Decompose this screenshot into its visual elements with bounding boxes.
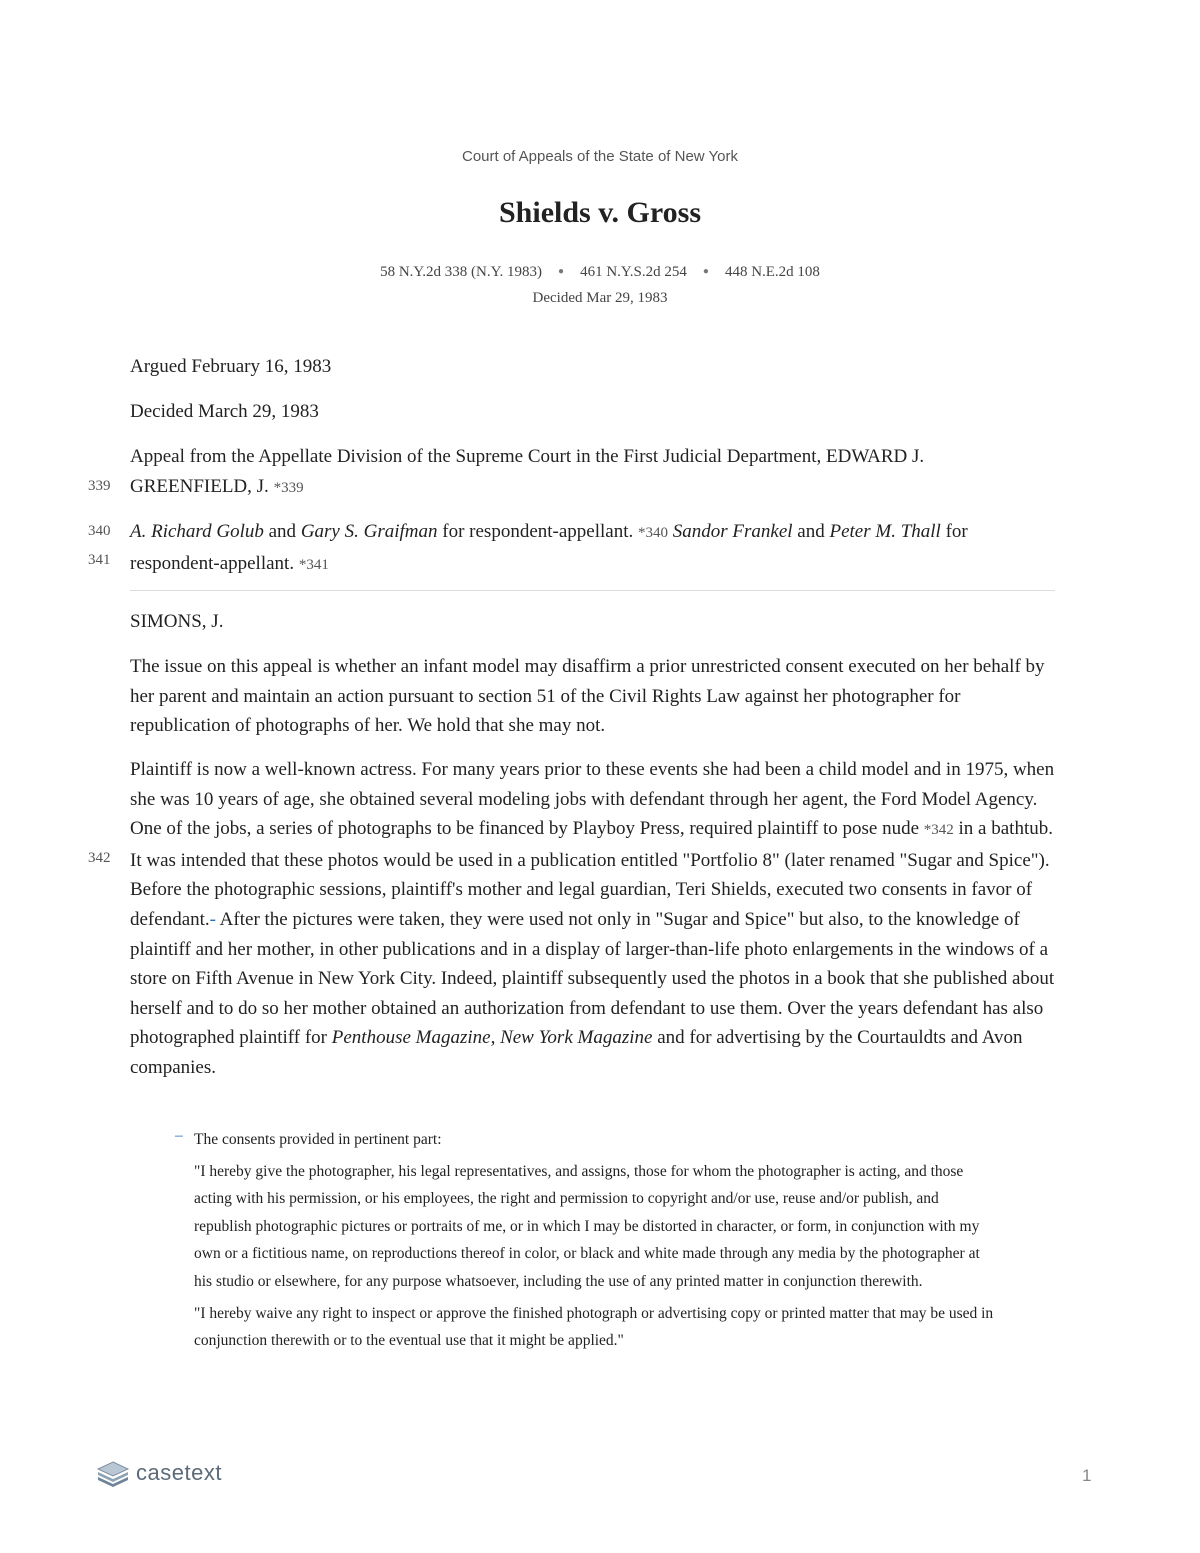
counsel-role: for <box>940 521 968 542</box>
appeal-line-2 <box>130 472 1060 504</box>
footnote-intro: The consents provided in pertinent part: <box>194 1131 442 1148</box>
section-divider <box>130 590 1055 591</box>
counsel-paragraph <box>130 517 1060 580</box>
page-number: 1 <box>1082 1466 1092 1485</box>
appeal-paragraph <box>130 442 1060 503</box>
judge-name: SIMONS, J. <box>130 611 224 632</box>
star-page-340: *340 <box>638 525 668 541</box>
page-number-339: 339 <box>88 478 111 494</box>
page-number-341: 341 <box>88 552 111 568</box>
page-number-342: 342 <box>88 850 111 866</box>
counsel-name: A. Richard Golub <box>130 521 264 542</box>
paragraph-text: Plaintiff is now a well-known actress. For many years prior to these events she had been a child model and in 1975, when she was 10 years of age, she obtained several modeling jobs with defendant through her agent, the Ford Model Agency. One of the jobs, a series of photographs to be financed by Playboy Press, required plaintiff to pose nude <box>130 759 1055 840</box>
publication-names: Penthouse Magazine, New York Magazine <box>331 1027 653 1049</box>
citation-2: 461 N.Y.S.2d 254 <box>580 264 687 280</box>
citation-1: 58 N.Y.2d 338 (N.Y. 1983) <box>380 264 543 280</box>
citation-3: 448 N.E.2d 108 <box>724 264 820 280</box>
decided-line: Decided March 29, 1983 <box>130 401 319 422</box>
case-title: Shields v. Gross <box>498 196 702 229</box>
counsel-role: respondent-appellant. <box>130 552 299 574</box>
logo-text: casetext <box>136 1460 222 1485</box>
counsel-line-2 <box>130 549 1060 581</box>
separator-dot-icon: ● <box>558 266 565 277</box>
paragraph-text: and for advertising by the Courtauldts and Avon companies. <box>130 1027 1023 1078</box>
appeal-line-1: Appeal from the Appellate Division of the Supreme Court in the First Judicial Department, EDWARD J. <box>130 446 925 467</box>
counsel-and: and <box>263 521 301 542</box>
counsel-line-1 <box>130 517 1060 549</box>
opinion-paragraph-1: The issue on this appeal is whether an infant model may disaffirm a prior unrestricted consent executed on her behalf by her parent and maintain an action pursuant to section 51 of the Civil Rights Law against her photographer for republication of photographs of her. We hold that she may not. <box>130 656 1045 737</box>
citations <box>0 264 1200 281</box>
star-page-342: *342 <box>923 822 954 839</box>
court-name: Court of Appeals of the State of New York <box>461 148 738 165</box>
footnote-quote-2: "I hereby waive any right to inspect or approve the finished photograph or advertising copy or printed matter that may be used in conjunction therewith or to the eventual use that it might be applied." <box>194 1304 994 1350</box>
separator-dot-icon: ● <box>702 266 709 277</box>
counsel-role: for respondent-appellant. <box>437 521 638 542</box>
paragraph-text: in a bathtub. It was intended that these photos would be used in a publication entitled "Portfolio 8" (later renamed "Sugar and Spice"). Before the photographic sessions, plaintiff's mother and legal guardian, Teri Shields, executed two consents in favor of defendant. <box>130 818 1053 930</box>
opinion-paragraph-2 <box>130 755 1060 1083</box>
casetext-logo[interactable] <box>96 1458 222 1488</box>
counsel-and: and <box>792 521 830 542</box>
decided-date: Decided Mar 29, 1983 <box>532 290 668 306</box>
counsel-name: Gary S. Graifman <box>300 521 438 542</box>
stacked-layers-icon <box>96 1458 130 1488</box>
paragraph-text: After the pictures were taken, they were used not only in "Sugar and Spice" but also, to the knowledge of plaintiff and her mother, in other publications and in a display of larger-than-life photo enlargements in the windows of a store on Fifth Avenue in New York City. Indeed, plaintiff subsequently used the photos in a book that she published about herself and to do so her mother obtained an authorization from defendant to use them. Over the years defendant has also photographed plaintiff for <box>130 908 1055 1049</box>
star-page-339: *339 <box>273 479 304 496</box>
footnote <box>194 1126 994 1355</box>
appeal-judge: GREENFIELD, J. <box>130 475 269 497</box>
page-number-340: 340 <box>88 523 111 539</box>
argued-line: Argued February 16, 1983 <box>130 356 332 377</box>
footnote-link[interactable]: - <box>209 908 216 930</box>
footnote-marker[interactable]: – <box>175 1127 183 1144</box>
footnote-quote-1: "I hereby give the photographer, his legal representatives, and assigns, those for whom the photographer is acting, and those acting with his permission, or his employees, the right and permission to copyright and/or use, reuse and/or publish, and republish photographic pictures or portraits of me, or in which I may be distorted in character, or form, in conjunction with my own or a fictitious name, on reproductions thereof in color, or black and white made through any media by the photographer at his studio or elsewhere, for any purpose whatsoever, including the use of any printed matter in conjunction therewith. <box>194 1162 980 1290</box>
star-page-341: *341 <box>298 556 329 573</box>
counsel-name: Sandor Frankel <box>672 521 793 542</box>
counsel-name: Peter M. Thall <box>829 521 941 542</box>
